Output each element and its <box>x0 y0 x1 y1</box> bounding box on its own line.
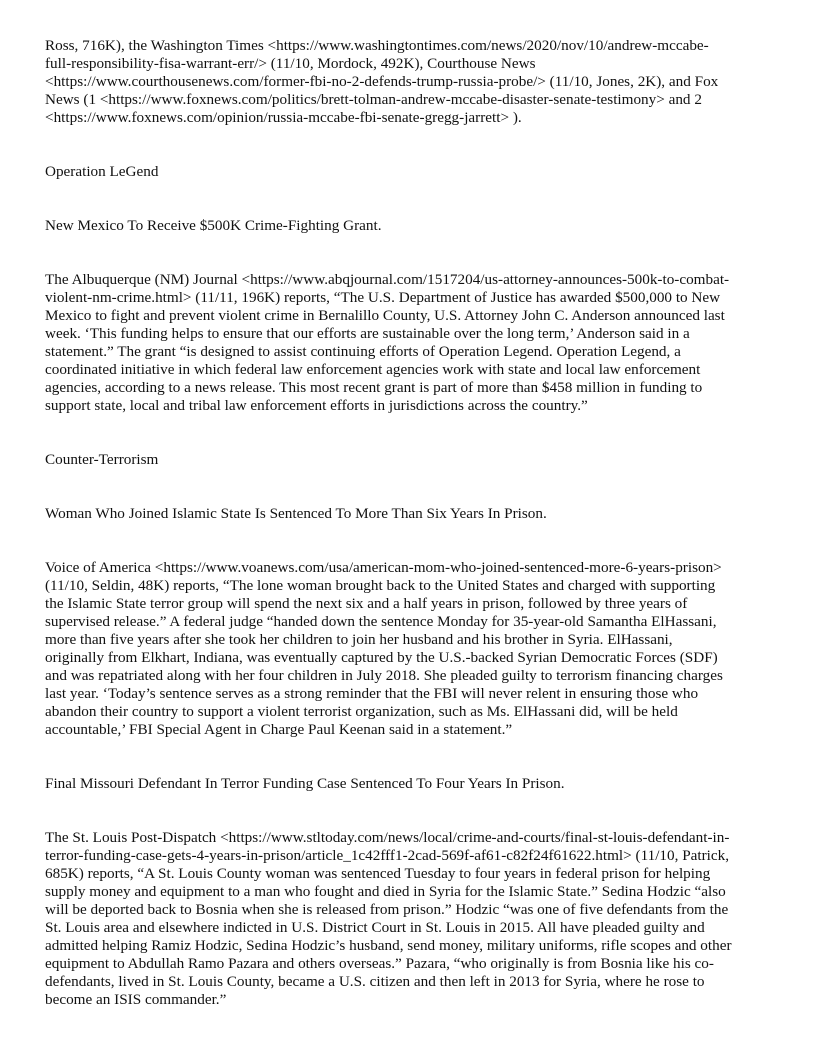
section-heading-operation-legend: Operation LeGend <box>45 163 159 180</box>
paragraph-continued-sources: Ross, 716K), the Washington Times <https://www.washingtontimes.com/news/2020/nov/10/andrew-mccabe- full-responsibility-fisa-warrant-err/> (11/10, Mordock, 492K), Courthouse News <https://www.courthousenews.com/former-fbi-no-2-defends-trump-russia-probe/> (11/10, Jones, 2K), and Fox News (1 <https://www.foxnews.com/politics/brett-tolman-andrew-mccabe-disaster-senate-testimony> and 2 <https://www.foxnews.com/opinion/russia-mccabe-fbi-senate-gregg-jarrett> ). <box>45 37 719 126</box>
headline-islamic-state-woman: Woman Who Joined Islamic State Is Sentenced To More Than Six Years In Prison. <box>45 505 547 522</box>
paragraph-albuquerque-journal: The Albuquerque (NM) Journal <https://www.abqjournal.com/1517204/us-attorney-announces-500k-to-combat- violent-nm-crime.html> (11/11, 196K) reports, “The U.S. Department of Justice has awarded $500,000 to New Mexico to fight and prevent violent crime in Bernalillo County, U.S. Attorney John C. Anderson announced last week. ‘This funding helps to ensure that our efforts are sustainable over the long term,’ Anderson said in a statement.” The grant “is designed to assist continuing efforts of Operation Legend. Operation Legend, a coordinated initiative in which federal law enforcement agencies work with state and local law enforcement agencies, according to a news release. This most recent grant is part of more than $458 million in funding to support state, local and tribal law enforcement efforts in jurisdictions across the country.” <box>45 271 730 414</box>
paragraph-st-louis-post-dispatch: The St. Louis Post-Dispatch <https://www.stltoday.com/news/local/crime-and-courts/final-st-louis-defendant-in- terror-funding-case-gets-4-years-in-prison/article_1c42fff1-2cad-569f-af61-c82f24f61622.html> (11/10, Patrick, 685K) reports, “A St. Louis County woman was sentenced Tuesday to four years in federal prison for helping supply money and equipment to a man who fought and died in Syria for the Islamic State.” Sedina Hodzic “also will be deported back to Bosnia when she is released from prison.” Hodzic “was one of five defendants from the St. Louis area and elsewhere indicted in U.S. District Court in St. Louis in 2015. All have pleaded guilty and admitted helping Ramiz Hodzic, Sedina Hodzic’s husband, send money, military uniforms, rifle scopes and other equipment to Abdullah Ramo Pazara and others overseas.” Pazara, “who originally is from Bosnia like his co- defendants, lived in St. Louis County, became a U.S. citizen and then left in 2013 for Syria, where he rose to become an ISIS commander.” <box>45 829 732 1008</box>
paragraph-voice-of-america: Voice of America <https://www.voanews.com/usa/american-mom-who-joined-sentenced-more-6-years-prison> (11/10, Seldin, 48K) reports, “The lone woman brought back to the United States and charged with supporting the Islamic State terror group will spend the next six and a half years in prison, followed by three years of supervised release.” A federal judge “handed down the sentence Monday for 35-year-old Samantha ElHassani, more than five years after she took her children to join her husband and his brother in Syria. ElHassani, originally from Elkhart, Indiana, was eventually captured by the U.S.-backed Syrian Democratic Forces (SDF) and was repatriated along with her four children in July 2018. She pleaded guilty to terrorism financing charges last year. ‘Today’s sentence serves as a strong reminder that the FBI will never relent in ensuring those who abandon their country to support a violent terrorist organization, such as Ms. ElHassani did, will be held accountable,’ FBI Special Agent in Charge Paul Keenan said in a statement.” <box>45 559 723 738</box>
document-page <box>45 37 780 1009</box>
headline-new-mexico-grant: New Mexico To Receive $500K Crime-Fighting Grant. <box>45 217 382 234</box>
section-heading-counter-terrorism: Counter-Terrorism <box>45 451 159 468</box>
headline-missouri-defendant: Final Missouri Defendant In Terror Funding Case Sentenced To Four Years In Prison. <box>45 775 565 792</box>
